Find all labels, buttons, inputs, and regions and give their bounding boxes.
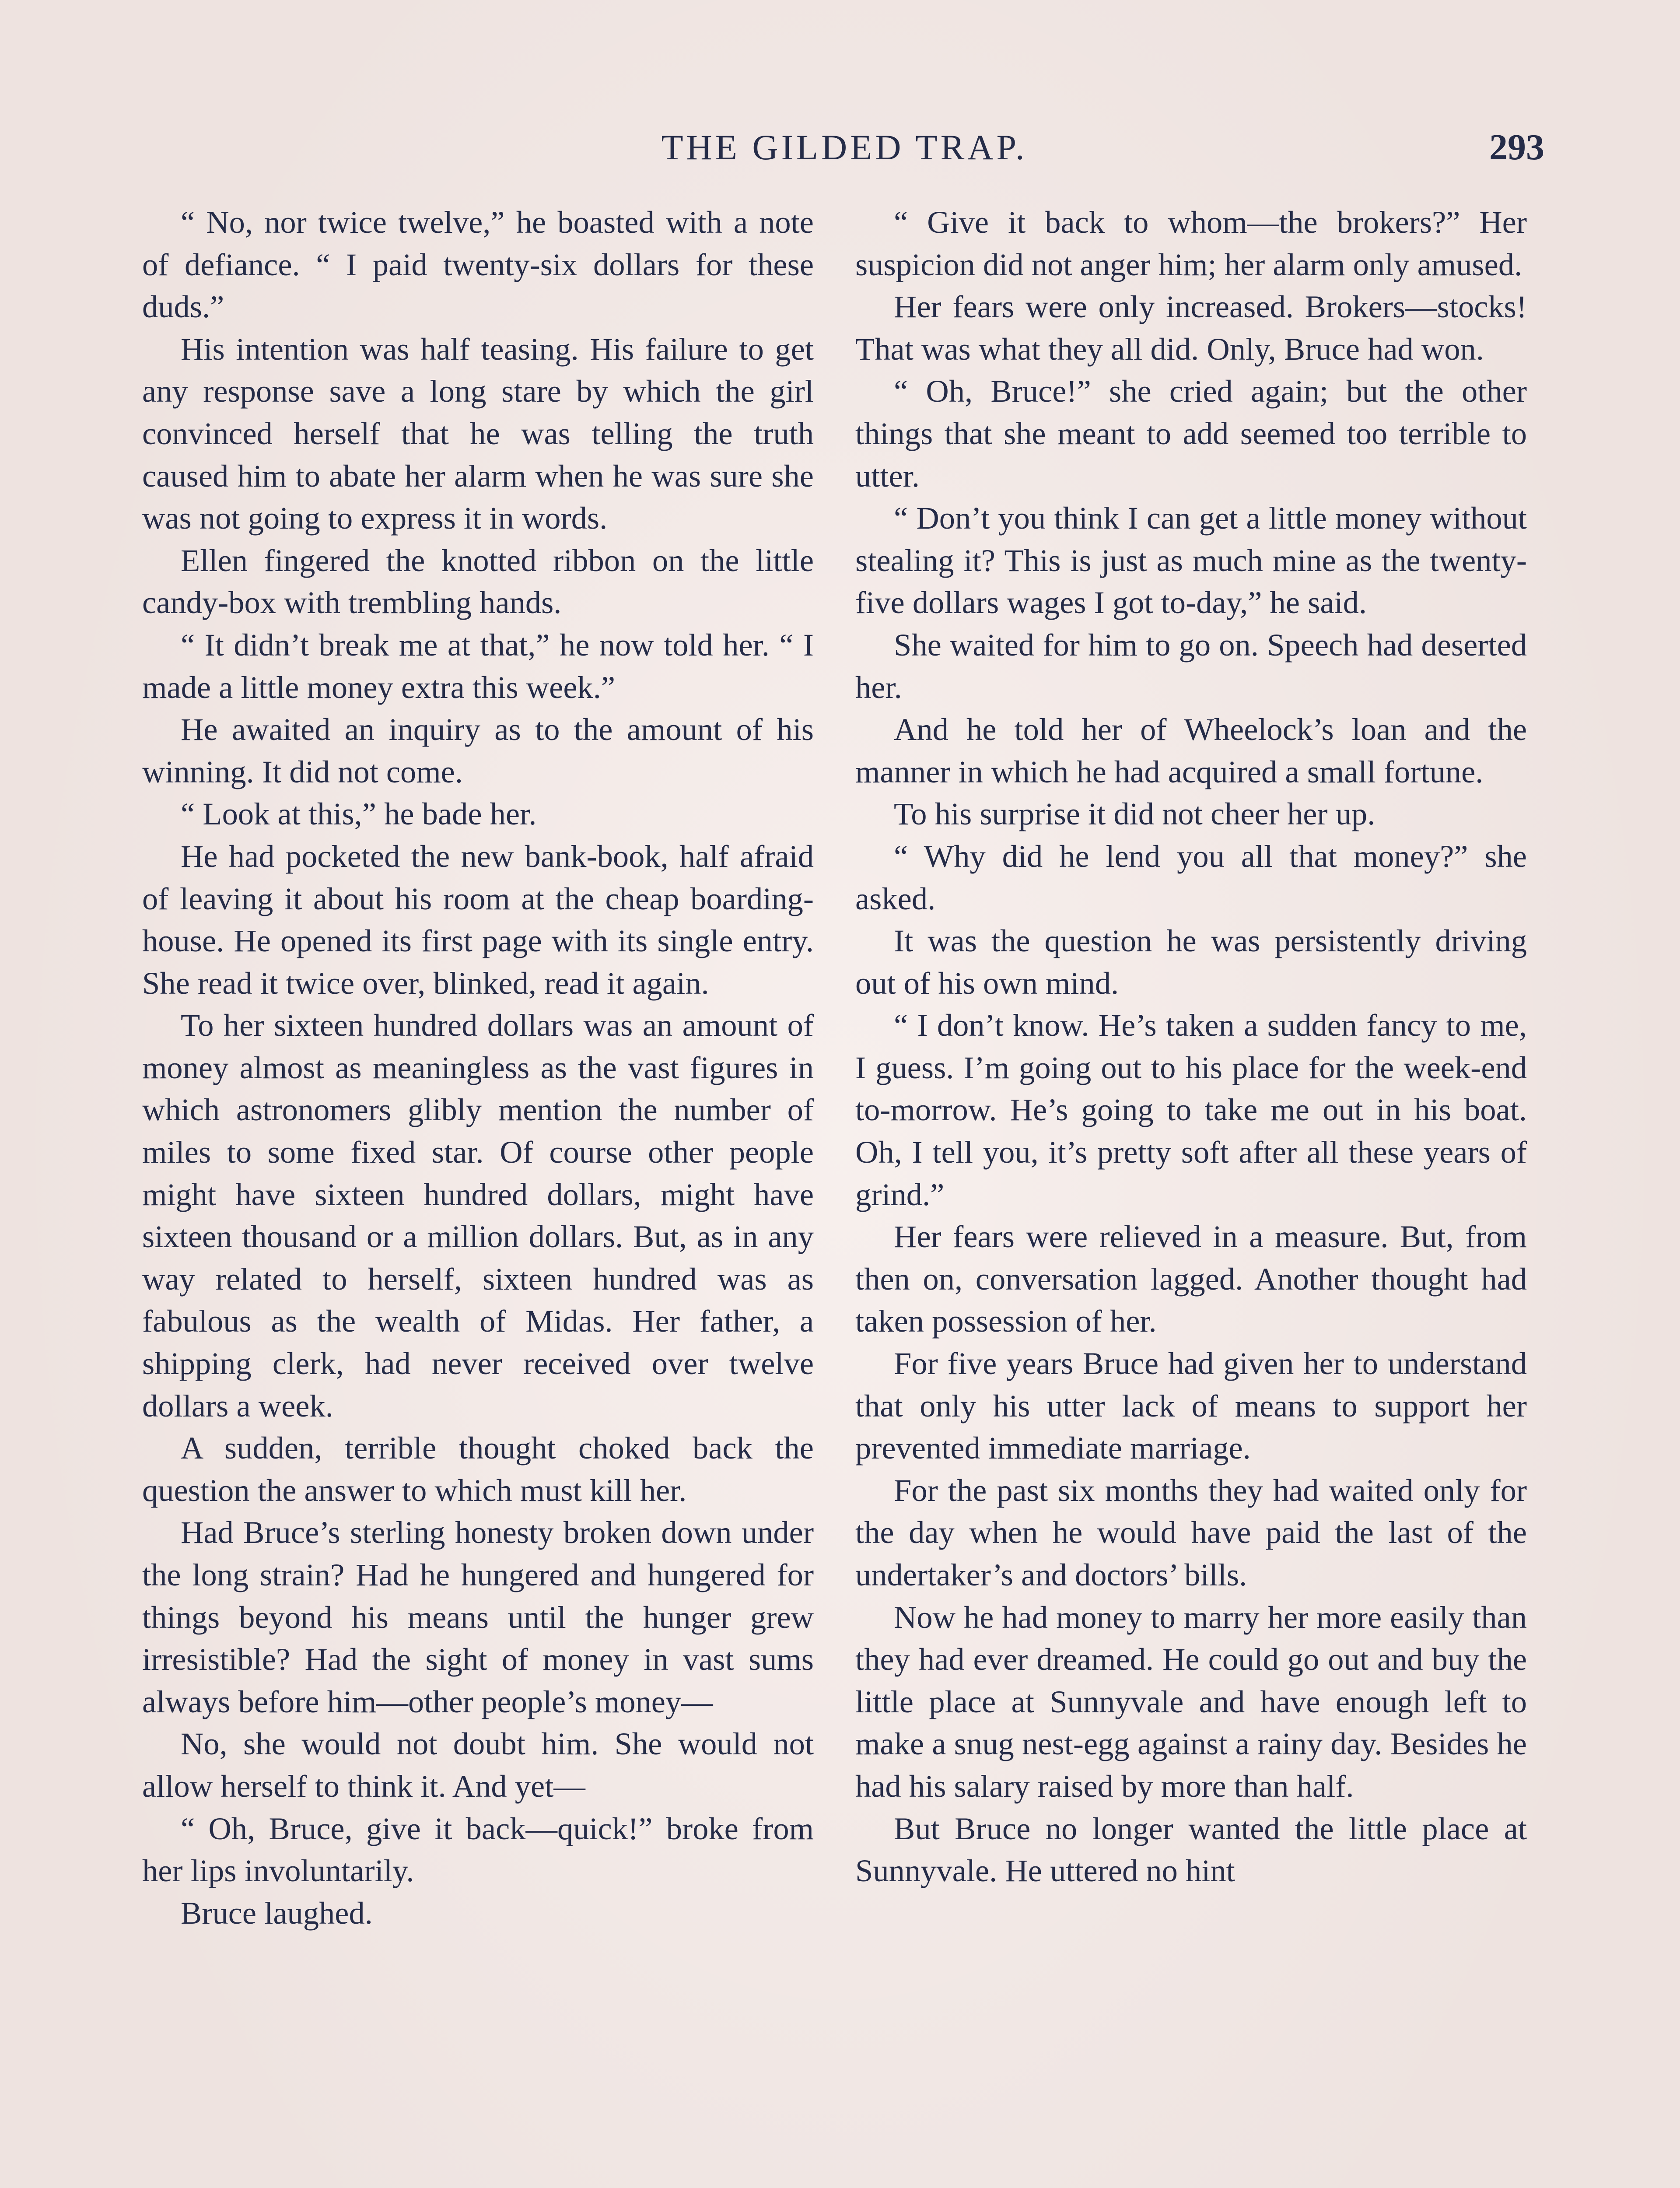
paragraph: “ Oh, Bruce, give it back—quick!” broke from her lips involuntarily. xyxy=(142,1810,814,1889)
paragraph: “ Oh, Bruce!” she cried again; but the other things that she meant to add seemed too terrible to utter. xyxy=(855,373,1527,494)
paragraph: To her sixteen hundred dollars was an amount of money almost as meaningless as the vast figures in which astronomers glibly mention the number of miles to some fixed star. Of course other people might have sixteen hundred dollars, might have sixteen thousand or a million dollars. But, as in any way related to herself, sixteen hundred was as fabulous as the wealth of Midas. Her father, a shipping clerk, had never received over twelve dollars a week. xyxy=(142,1007,814,1424)
left-column xyxy=(142,201,814,1934)
paragraph: Had Bruce’s sterling honesty broken down under the long strain? Had he hungered and hungered for things beyond his means until the hunger grew irresistible? Had the sight of money in vast sums always before him—other people’s money— xyxy=(142,1515,814,1719)
paragraph: He had pocketed the new bank-book, half afraid of leaving it about his room at the cheap boarding-house. He opened its first page with its single entry. She read it twice over, blinked, read it again. xyxy=(142,838,814,1001)
paragraph: “ Give it back to whom—the brokers?” Her suspicion did not anger him; her alarm only amused. xyxy=(855,204,1527,282)
paragraph: Her fears were only increased. Brokers—stocks! That was what they all did. Only, Bruce had won. xyxy=(855,289,1527,367)
paragraph: And he told her of Wheelock’s loan and the manner in which he had acquired a small fortune. xyxy=(855,712,1527,789)
paragraph: To his surprise it did not cheer her up. xyxy=(894,796,1376,832)
paragraph: Bruce laughed. xyxy=(181,1895,373,1931)
paragraph: “ It didn’t break me at that,” he now told her. “ I made a little money extra this week.” xyxy=(142,627,814,705)
paragraph: Ellen fingered the knotted ribbon on the little candy-box with trembling hands. xyxy=(142,542,814,621)
paragraph: She waited for him to go on. Speech had deserted her. xyxy=(855,627,1527,705)
page-header xyxy=(144,123,1544,172)
paragraph: His intention was half teasing. His failure to get any response save a long stare by which the girl convinced herself that he was telling the truth caused him to abate her alarm when he was sure she was not going to express it in words. xyxy=(142,331,814,536)
paragraph: For five years Bruce had given her to understand that only his utter lack of means to support her prevented immediate marriage. xyxy=(855,1346,1527,1466)
paragraph: He awaited an inquiry as to the amount of his winning. It did not come. xyxy=(142,712,814,789)
paragraph: For the past six months they had waited only for the day when he would have paid the last of the undertaker’s and doctors’ bills. xyxy=(855,1472,1527,1592)
paragraph: Her fears were relieved in a measure. But, from then on, conversation lagged. Another thought had taken possession of her. xyxy=(855,1219,1527,1339)
paragraph: Now he had money to marry her more easily than they had ever dreamed. He could go out and buy the little place at Sunnyvale and have enough left to make a snug nest-egg against a rainy day. Besides he had his salary raised by more than half. xyxy=(855,1599,1527,1804)
paragraph: No, she would not doubt him. She would not allow herself to think it. And yet— xyxy=(142,1726,814,1804)
right-column xyxy=(855,201,1527,1892)
paragraph: “ I don’t know. He’s taken a sudden fancy to me, I guess. I’m going out to his place for the week-end to-morrow. He’s going to take me out in his boat. Oh, I tell you, it’s pretty soft after all these years of grind.” xyxy=(855,1007,1527,1212)
paragraph: “ Don’t you think I can get a little money without stealing it? This is just as much mine as the twenty-five dollars wages I got to-day,” he said. xyxy=(855,500,1527,621)
paragraph: It was the question he was persistently driving out of his own mind. xyxy=(855,923,1527,1001)
paragraph: “ Look at this,” he bade her. xyxy=(181,796,537,832)
paragraph: But Bruce no longer wanted the little place at Sunnyvale. He uttered no hint xyxy=(855,1810,1527,1889)
paragraph: A sudden, terrible thought choked back the question the answer to which must kill her. xyxy=(142,1430,814,1508)
paragraph: “ Why did he lend you all that money?” she asked. xyxy=(855,838,1527,916)
paragraph: “ No, nor twice twelve,” he boasted with a note of defiance. “ I paid twenty-six dollars for these duds.” xyxy=(142,204,814,325)
running-title: THE GILDED TRAP. xyxy=(661,127,1028,167)
page-number: 293 xyxy=(1489,127,1544,168)
